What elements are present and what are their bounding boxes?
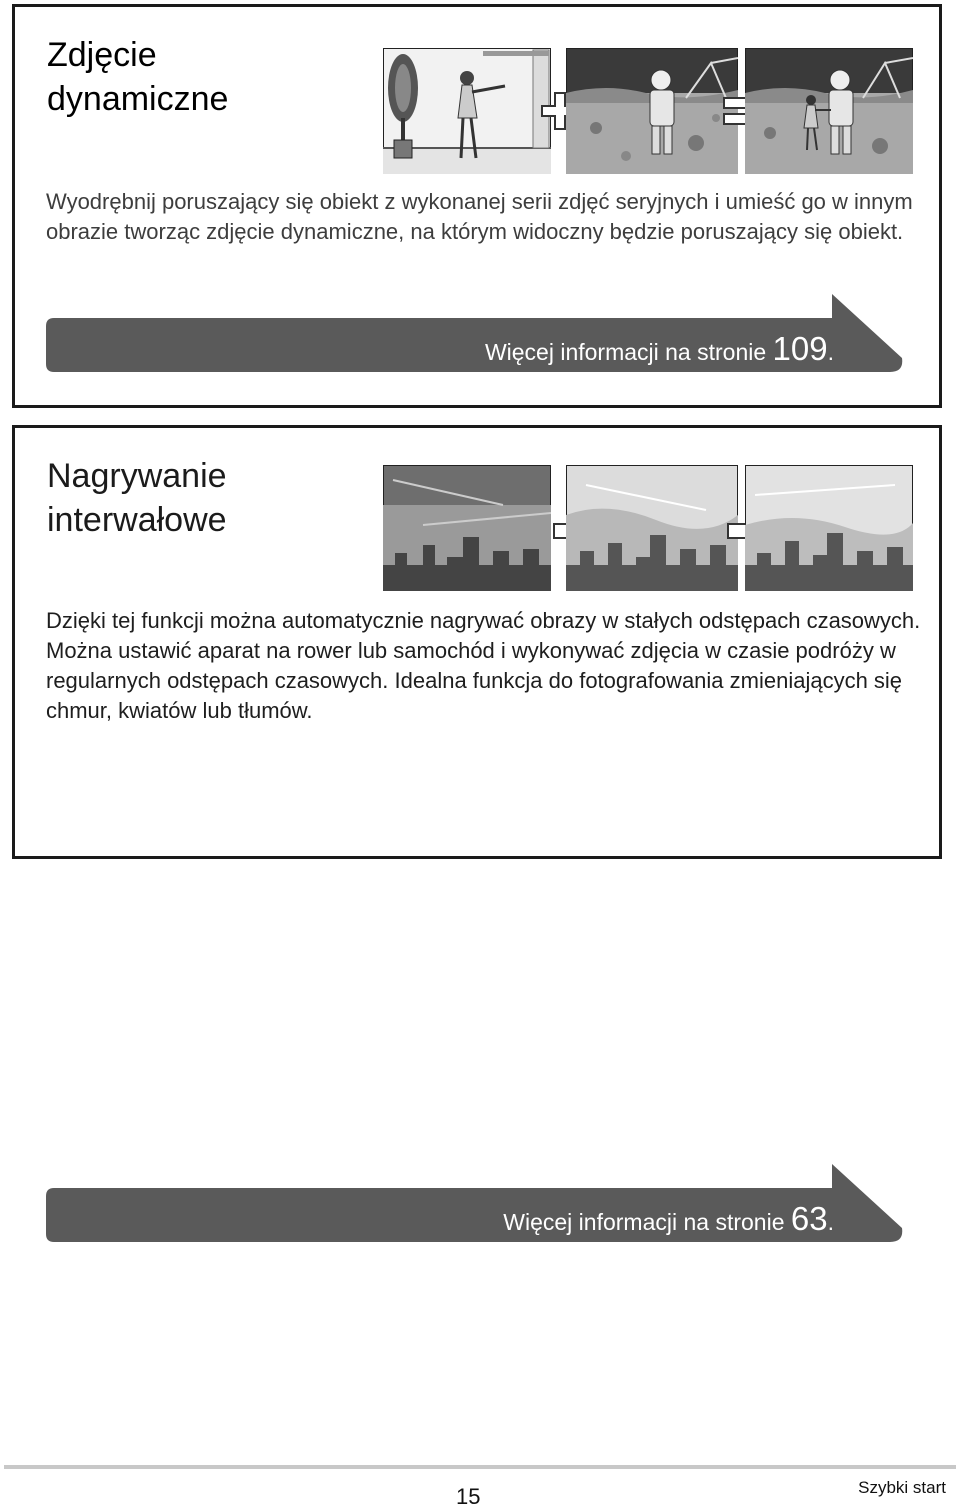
section-description: Wyodrębnij poruszający się obiekt z wykonanej serii zdjęć seryjnych i umieść go w innym obrazie tworząc zdjęcie dynamiczne, na którym widoczny będzie poruszający się obiekt. [46, 189, 913, 244]
section-title [47, 454, 227, 542]
link-page-number: 63 [790, 1200, 828, 1237]
title-line-2: dynamiczne [47, 80, 229, 118]
title-line-2: interwałowe [47, 501, 227, 539]
title-line-1: Zdjęcie [47, 36, 157, 74]
sky-frame-1-image [383, 465, 551, 591]
link-text[interactable]: Więcej informacji na stronie 109. [484, 330, 834, 367]
link-page-number: 109 [772, 330, 828, 367]
title-line-1: Nagrywanie [47, 457, 227, 495]
sky-frame-3-image [745, 465, 913, 591]
girl-in-room-image [383, 48, 551, 174]
interval-recording-section [12, 425, 942, 1237]
dynamic-photo-section [12, 4, 942, 408]
more-info-link[interactable] [46, 292, 906, 382]
footer-section-name: Szybki start [858, 1478, 946, 1497]
page-number: 15 [456, 1484, 481, 1509]
link-text[interactable]: Więcej informacji na stronie 63. [503, 1200, 834, 1237]
sky-frame-2-image [566, 465, 738, 591]
combined-result-image [745, 48, 913, 174]
section-title [47, 33, 228, 121]
more-info-link[interactable] [46, 1162, 906, 1252]
astronaut-moon-image [566, 48, 738, 174]
footer-divider [4, 1465, 956, 1469]
section-description: Dzięki tej funkcji można automatycznie nagrywać obrazy w stałych odstępach czasowych. Można ustawić aparat na rower lub samochód i wykonywać zdjęcia w czasie podróży w regularnych odstępach czasowych. Idealna funkcja do fotografowania zmieniających się chmur, kwiatów lub tłumów. [46, 608, 921, 723]
